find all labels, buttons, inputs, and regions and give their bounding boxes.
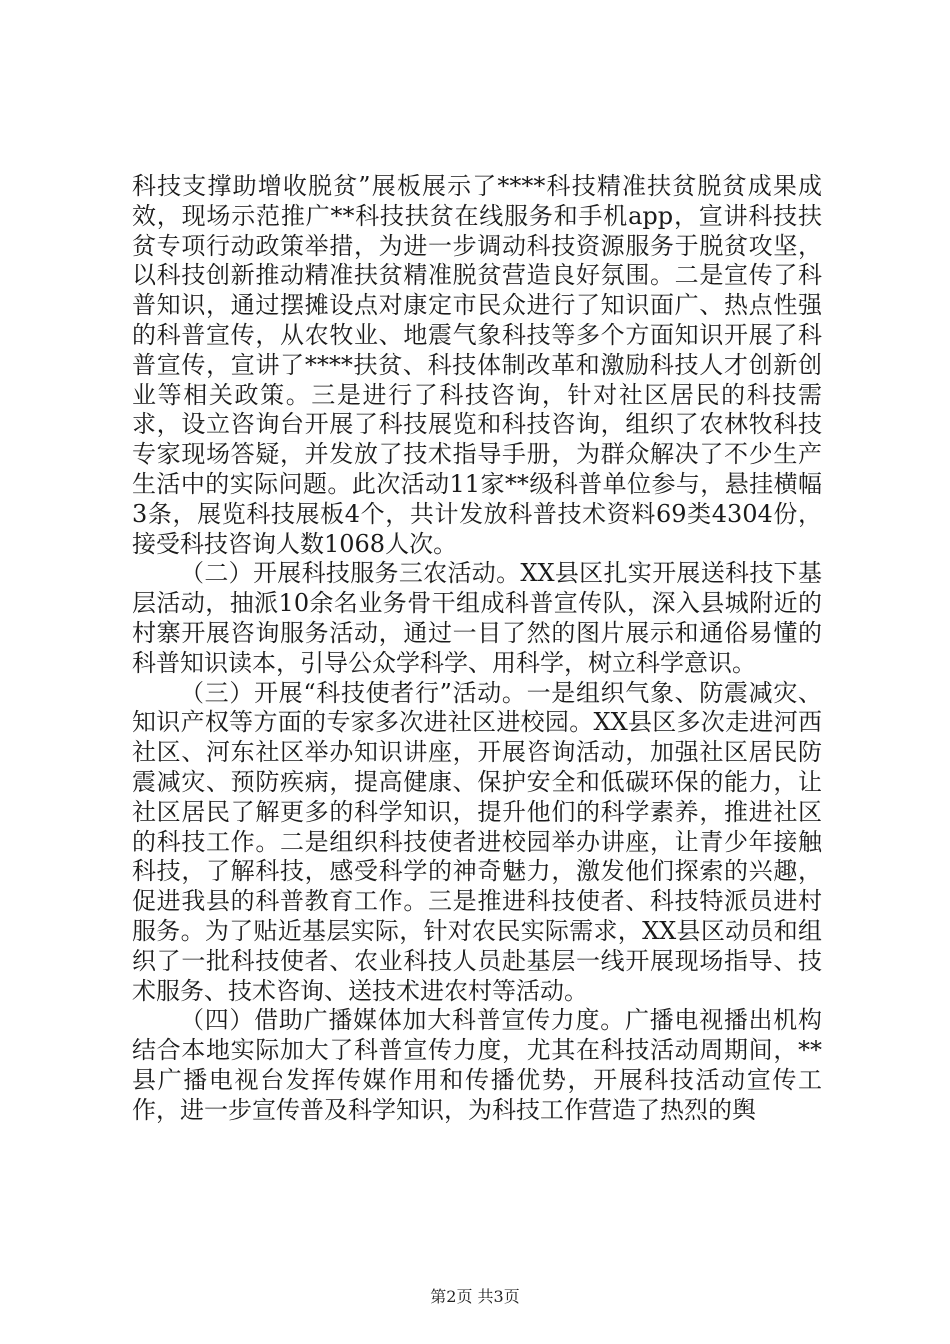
paragraph-4: （四）借助广播媒体加大科普宣传力度。广播电视播出机构结合本地实际加大了科普宣传力度，尤其在科技活动周期间，**县广播电视台发挥传媒作用和传播优势，开展科技活动宣传工作，进一步宣传普及科学知识，为科技工作营造了热烈的舆 [132, 1006, 822, 1124]
paragraph-3: （三）开展“科技使者行”活动。一是组织气象、防震减灾、知识产权等方面的专家多次进社区进校园。XX县区多次走进河西社区、河东社区举办知识讲座，开展咨询活动，加强社区居民防震减灾、预防疾病，提高健康、保护安全和低碳环保的能力，让社区居民了解更多的科学知识，提升他们的科学素养，推进社区的科技工作。二是组织科技使者进校园举办讲座，让青少年接触科技，了解科技，感受科学的神奇魅力，激发他们探索的兴趣，促进我县的科普教育工作。三是推进科技使者、科技特派员进村服务。为了贴近基层实际，针对农民实际需求，XX县区动员和组织了一批科技使者、农业科技人员赴基层一线开展现场指导、技术服务、技术咨询、送技术进农村等活动。 [132, 678, 822, 1005]
paragraph-2: （二）开展科技服务三农活动。XX县区扎实开展送科技下基层活动，抽派10余名业务骨干组成科普宣传队，深入县城附近的村寨开展咨询服务活动，通过一目了然的图片展示和通俗易懂的科普知识读本，引导公众学科学、用科学，树立科学意识。 [132, 559, 822, 677]
page-number-footer: 第2页 共3页 [430, 1287, 520, 1306]
document-body [132, 172, 822, 1126]
paragraph-1: 科技支撑助增收脱贫”展板展示了****科技精准扶贫脱贫成果成效，现场示范推广**科技扶贫在线服务和手机app，宣讲科技扶贫专项行动政策举措，为进一步调动科技资源服务于脱贫攻坚，以科技创新推动精准扶贫精准脱贫营造良好氛围。二是宣传了科普知识，通过摆摊设点对康定市民众进行了知识面广、热点性强的科普宣传，从农牧业、地震气象科技等多个方面知识开展了科普宣传，宣讲了****扶贫、科技体制改革和激励科技人才创新创业等相关政策。三是进行了科技咨询，针对社区居民的科技需求，设立咨询台开展了科技展览和科技咨询，组织了农林牧科技专家现场答疑，并发放了技术指导手册，为群众解决了不少生产生活中的实际问题。此次活动11家**级科普单位参与，悬挂横幅3条，展览科技展板4个，共计发放科普技术资料69类4304份，接受科技咨询人数1068人次。 [132, 172, 822, 558]
